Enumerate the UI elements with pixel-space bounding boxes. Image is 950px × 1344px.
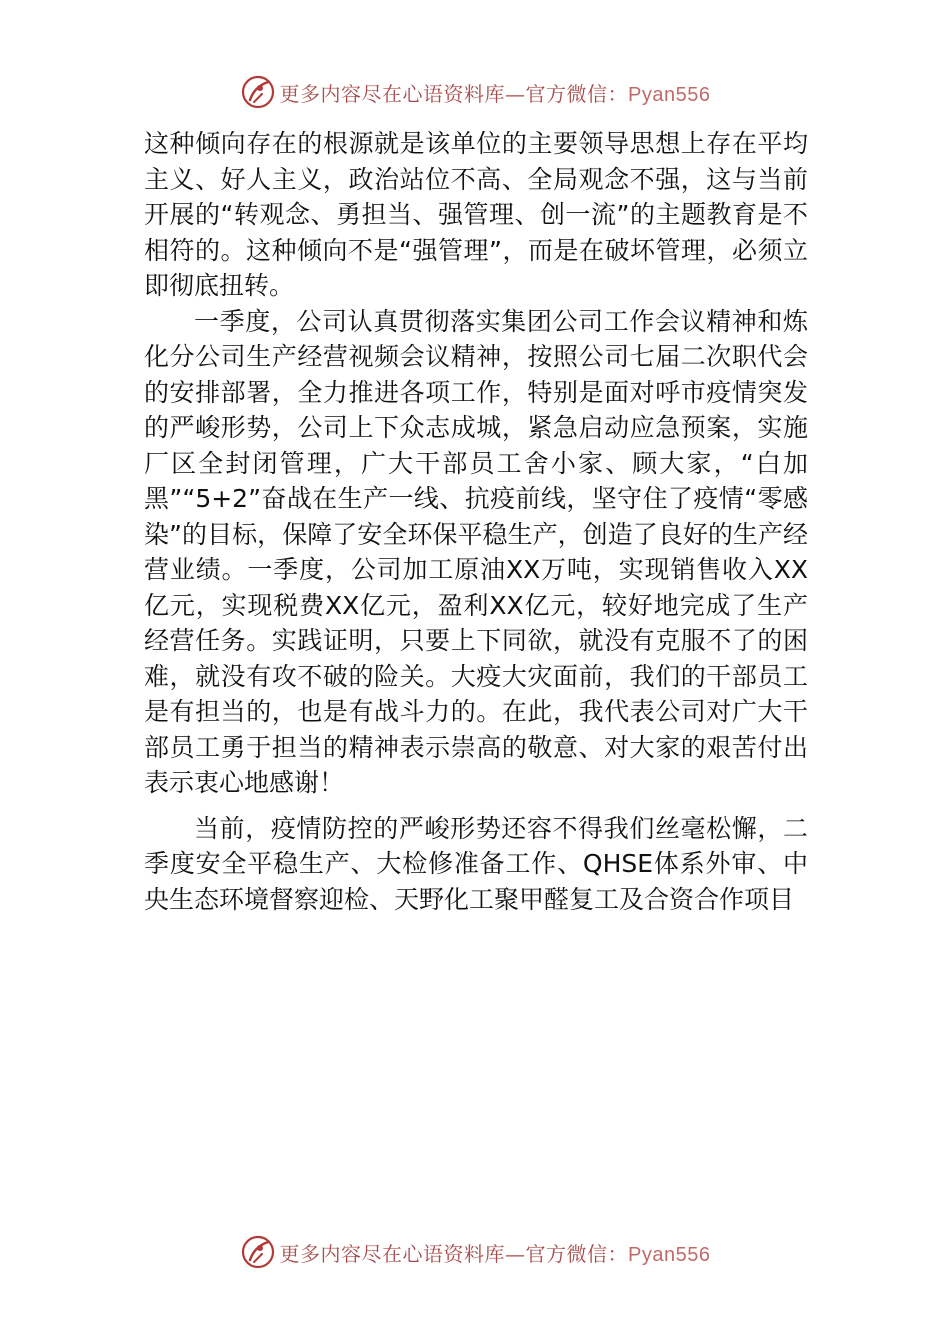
footer-banner: [0, 1232, 950, 1272]
stylized-person-logo-icon: [240, 74, 276, 110]
header-wechat-id: Pyan556: [628, 83, 711, 106]
paragraph-3: 当前，疫情防控的严峻形势还容不得我们丝毫松懈，二季度安全平稳生产、大检修准备工作、QHSE体系外审、中央生态环境督察迎检、天野化工聚甲醛复工及合资合作项目: [144, 813, 808, 914]
paragraph-2: 一季度，公司认真贯彻落实集团公司工作会议精神和炼化分公司生产经营视频会议精神，按照公司七届二次职代会的安排部署，全力推进各项工作，特别是面对呼市疫情突发的严峻形势，公司上下众志成城，紧急启动应急预案，实施厂区全封闭管理，广大干部员工舍小家、顾大家，“白加黑”“5+2”奋战在生产一线、抗疫前线，坚守住了疫情“零感染”的目标，保障了安全环保平稳生产，创造了良好的生产经营业绩。一季度，公司加工原油XX万吨，实现销售收入XX亿元，实现税费XX亿元，盈利XX亿元，较好地完成了生产经营任务。实践证明，只要上下同欲，就没有克服不了的困难，就没有攻不破的险关。大疫大灾面前，我们的干部员工是有担当的，也是有战斗力的。在此，我代表公司对广大干部员工勇于担当的精神表示崇高的敬意、对大家的艰苦付出表示衷心地感谢！: [144, 306, 808, 797]
document-body: [144, 126, 808, 917]
footer-banner-text: [280, 1238, 711, 1267]
footer-banner-label: 更多内容尽在心语资料库—官方微信：: [279, 1241, 629, 1266]
header-banner-text: [280, 78, 711, 107]
header-banner: [0, 72, 950, 112]
stylized-person-logo-icon: [240, 1234, 276, 1270]
paragraph-1: 这种倾向存在的根源就是该单位的主要领导思想上存在平均主义、好人主义，政治站位不高、全局观念不强，这与当前开展的“转观念、勇担当、强管理、创一流”的主题教育是不相符的。这种倾向不是“强管理”，而是在破坏管理，必须立即彻底扭转。: [144, 129, 808, 300]
header-banner-label: 更多内容尽在心语资料库—官方微信：: [279, 81, 629, 106]
footer-wechat-id: Pyan556: [628, 1243, 711, 1266]
